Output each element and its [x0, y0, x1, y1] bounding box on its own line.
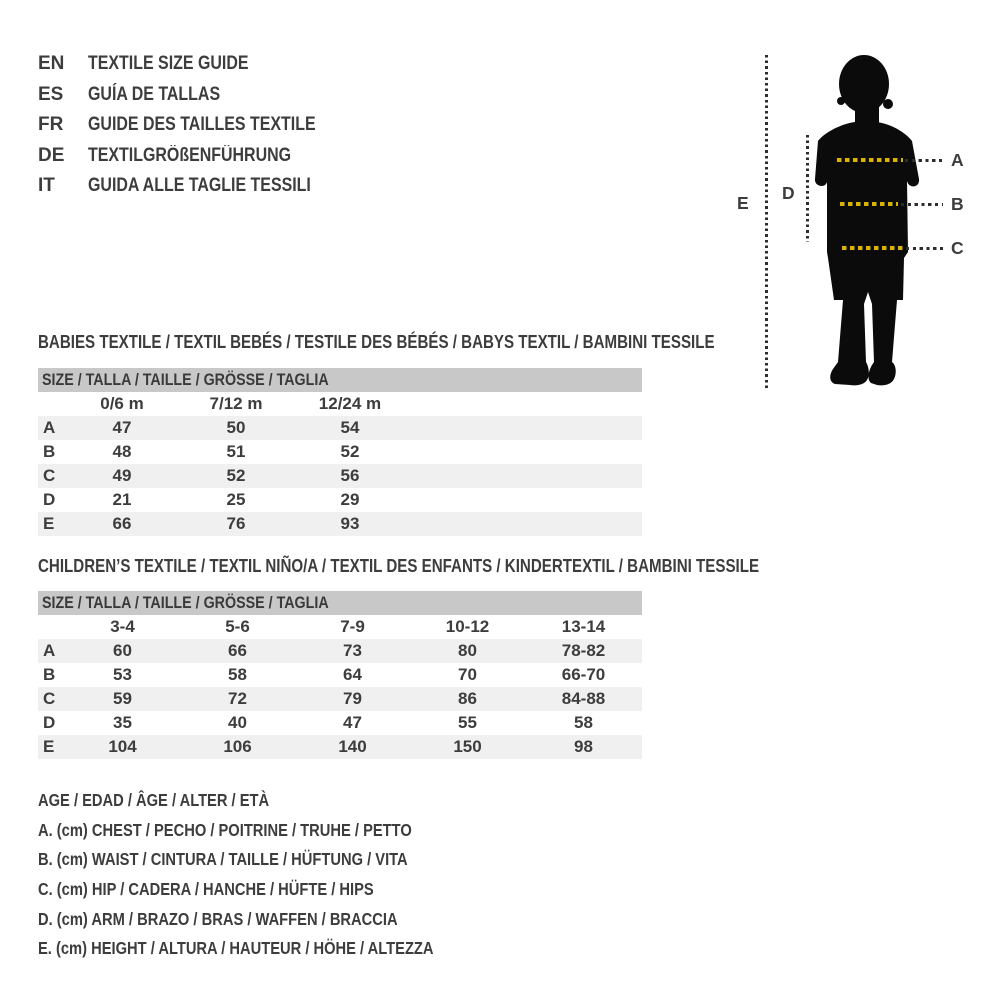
- size-letter: D: [43, 490, 56, 509]
- measure-label-a: A: [951, 150, 964, 170]
- table-row: C 49 52 56: [38, 464, 642, 488]
- size-letter: A: [43, 418, 56, 437]
- table-row: E 66 76 93: [38, 512, 642, 536]
- size-letter: D: [43, 713, 56, 732]
- col-header: 13-14: [561, 617, 606, 636]
- legend-arm: D. (cm) ARM / BRAZO / BRAS / WAFFEN / BRACCIA: [38, 908, 398, 929]
- table-row: D 21 25 29: [38, 488, 642, 512]
- guide-title-it: GUIDA ALLE TAGLIE TESSILI: [88, 175, 311, 196]
- measure-label-c: C: [951, 238, 964, 258]
- hip-leader-line: [906, 247, 943, 250]
- measure-label-e: E: [737, 193, 749, 213]
- size-header-bar: SIZE / TALLA / TAILLE / GRÖSSE / TAGLIA: [38, 368, 642, 392]
- children-size-table: [38, 591, 642, 759]
- lang-code: ES: [38, 83, 64, 105]
- waist-measure-line: [840, 202, 898, 206]
- babies-section-heading: BABIES TEXTILE / TEXTIL BEBÉS / TESTILE DES BÉBÉS / BABYS TEXTIL / BAMBINI TESSILE: [38, 332, 715, 352]
- col-header: 10-12: [445, 617, 490, 636]
- legend-height: E. (cm) HEIGHT / ALTURA / HAUTEUR / HÖHE / ALTEZZA: [38, 938, 434, 959]
- legend-waist: B. (cm) WAIST / CINTURA / TAILLE / HÜFTUNG / VITA: [38, 849, 408, 870]
- children-section-heading: CHILDREN’S TEXTILE / TEXTIL NIÑO/A / TEXTIL DES ENFANTS / KINDERTEXTIL / BAMBINI TESSILE: [38, 556, 760, 576]
- lang-row-en: [38, 49, 359, 80]
- col-header: 3-4: [110, 617, 135, 636]
- legend-hip: C. (cm) HIP / CADERA / HANCHE / HÜFTE / HIPS: [38, 879, 374, 900]
- table-row: A 60 66 73 80 78-82: [38, 639, 642, 663]
- size-letter: A: [43, 641, 56, 660]
- table-row: A 47 50 54: [38, 416, 642, 440]
- waist-leader-line: [901, 203, 943, 206]
- legend-age: AGE / EDAD / ÂGE / ALTER / ETÀ: [38, 790, 270, 810]
- size-letter: C: [43, 689, 56, 708]
- chest-leader-line: [905, 159, 943, 162]
- col-header: 5-6: [225, 617, 250, 636]
- measure-label-d: D: [782, 183, 795, 203]
- col-header: 12/24 m: [318, 394, 382, 413]
- lang-row-fr: [38, 110, 359, 141]
- size-letter: C: [43, 466, 56, 485]
- col-header: 7-9: [340, 617, 365, 636]
- measurement-legend: [38, 786, 509, 964]
- table-row: B 48 51 52: [38, 440, 642, 464]
- lang-code: EN: [38, 53, 65, 74]
- table-row: B 53 58 64 70 66-70: [38, 663, 642, 687]
- table-row: D 35 40 47 55 58: [38, 711, 642, 735]
- arm-measure-line-d: [806, 135, 809, 242]
- lang-code: IT: [38, 175, 55, 196]
- col-header: 0/6 m: [100, 394, 144, 413]
- hip-measure-line: [842, 246, 903, 250]
- legend-chest: A. (cm) CHEST / PECHO / POITRINE / TRUHE / PETTO: [38, 819, 412, 840]
- col-header: 7/12 m: [209, 394, 263, 413]
- chest-measure-line: [837, 158, 903, 162]
- guide-title-en: TEXTILE SIZE GUIDE: [88, 53, 249, 74]
- size-letter: B: [43, 442, 56, 461]
- lang-row-es: [38, 80, 359, 111]
- babies-size-table: [38, 368, 642, 536]
- size-letter: B: [43, 665, 56, 684]
- guide-title-es: GUÍA DE TALLAS: [88, 83, 221, 105]
- language-title-list: [38, 49, 359, 202]
- size-header-bar: SIZE / TALLA / TAILLE / GRÖSSE / TAGLIA: [38, 591, 642, 615]
- table-row: E 104 106 140 150 98: [38, 735, 642, 759]
- table-row: C 59 72 79 86 84-88: [38, 687, 642, 711]
- lang-row-it: [38, 171, 359, 202]
- measure-label-b: B: [951, 194, 964, 214]
- lang-row-de: [38, 141, 359, 172]
- guide-title-de: TEXTILGRÖßENFÜHRUNG: [88, 144, 292, 166]
- size-letter: E: [43, 514, 55, 533]
- column-header-row: [38, 615, 642, 639]
- lang-code: FR: [38, 114, 64, 135]
- guide-title-fr: GUIDE DES TAILLES TEXTILE: [88, 114, 316, 135]
- column-header-row: [38, 392, 642, 416]
- lang-code: DE: [38, 144, 65, 166]
- size-letter: E: [43, 737, 55, 756]
